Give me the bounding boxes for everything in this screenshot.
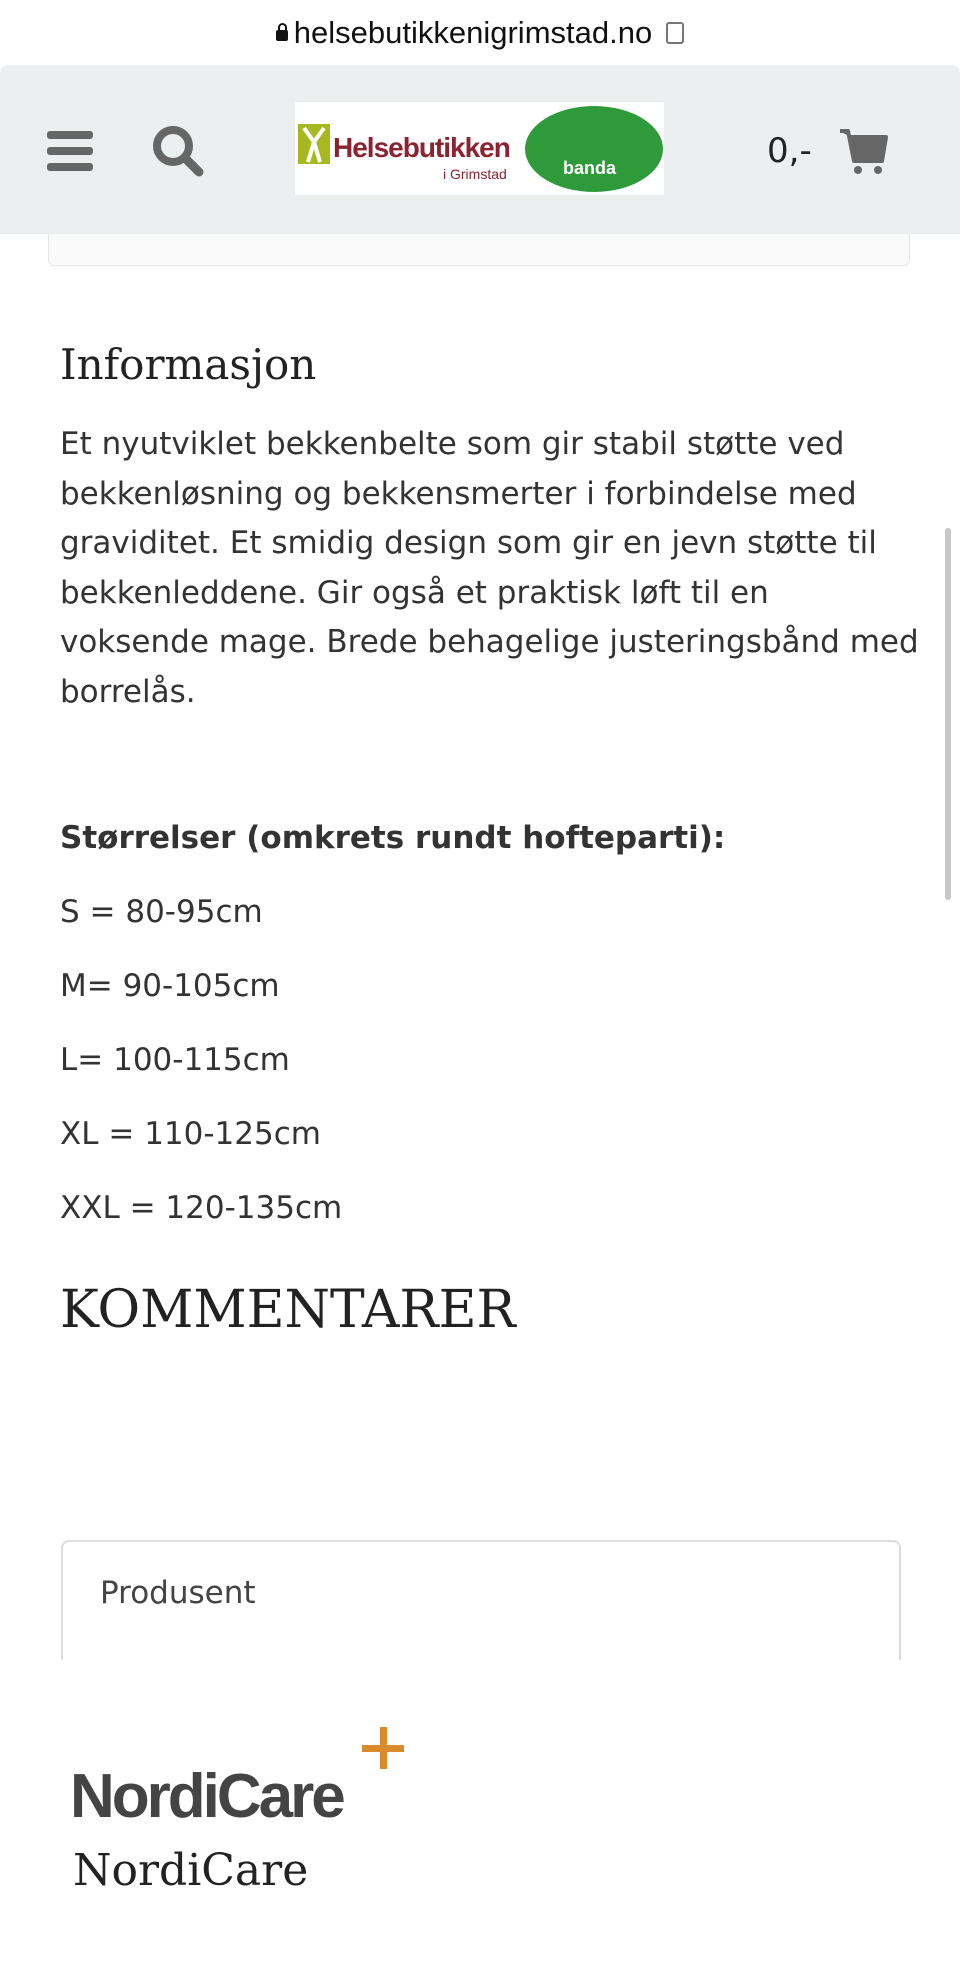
logo-text: Helsebutikken bbox=[333, 132, 510, 163]
size-item: L= 100-115cm bbox=[60, 1042, 290, 1078]
cart-total[interactable]: 0,- bbox=[767, 131, 812, 171]
info-heading: Informasjon bbox=[60, 340, 317, 389]
product-description: Et nyutviklet bekkenbelte som gir stabil støtte ved bekkenløsning og bekkensmerter i forbindelse med graviditet. Et smidig design som gir en jevn støtte til bekkenleddene. Gir også et praktisk løft til en voksende mage. Brede behagelige justeringsbånd med borrelås. bbox=[60, 426, 919, 710]
comments-heading: KOMMENTARER bbox=[60, 1280, 516, 1340]
banda-logo: banda bbox=[525, 106, 663, 192]
size-item: M= 90-105cm bbox=[60, 968, 280, 1004]
manufacturer-name[interactable]: NordiCare bbox=[73, 1845, 309, 1896]
search-icon[interactable] bbox=[152, 125, 204, 177]
url-text: helsebutikkenigrimstad.no bbox=[293, 14, 653, 50]
site-logo[interactable] bbox=[295, 102, 664, 195]
size-item: S = 80-95cm bbox=[60, 894, 263, 930]
plus-icon bbox=[362, 1727, 406, 1771]
size-item: XXL = 120-135cm bbox=[60, 1190, 343, 1226]
scrollbar[interactable] bbox=[945, 528, 951, 900]
copy-icon[interactable] bbox=[666, 22, 684, 44]
manufacturer-label: Produsent bbox=[100, 1575, 256, 1611]
lock-icon bbox=[276, 30, 288, 41]
logo-figure-icon bbox=[298, 124, 330, 164]
sizes-heading: Størrelser (omkrets rundt hofteparti): bbox=[60, 820, 726, 856]
menu-icon[interactable] bbox=[47, 131, 93, 171]
address-bar[interactable] bbox=[0, 0, 960, 65]
cart-icon[interactable] bbox=[838, 127, 888, 177]
size-list bbox=[60, 815, 725, 1259]
logo-subtext: i Grimstad bbox=[443, 166, 507, 182]
size-item: XL = 110-125cm bbox=[60, 1116, 321, 1152]
